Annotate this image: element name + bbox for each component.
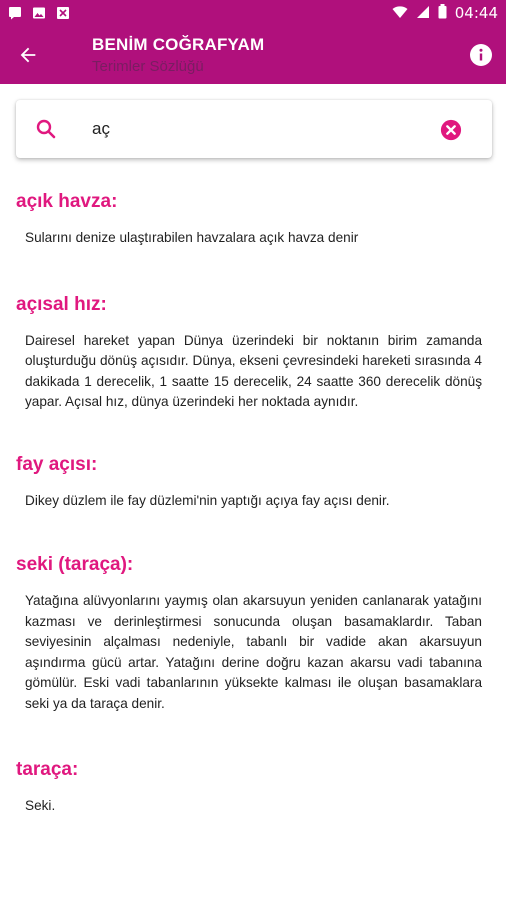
status-time: 04:44 [454, 4, 498, 22]
info-button[interactable] [468, 42, 494, 68]
notification-icons [8, 6, 70, 20]
app-bar [0, 26, 506, 84]
system-icons [392, 4, 498, 22]
entry-term: seki (taraça): [16, 554, 134, 575]
entry-definition: Dairesel hareket yapan Dünya üzerindeki bir noktanın birim zamanda oluşturduğu dönüş açısıdır. Dünya, ekseni çevresindeki hareketi sırasında 4 dakikada 1 derecelik, 1 saatte 15 derecelik, 24 saatte 360 derecelik dönüş yapar. Açısal hız, dünya üzerindeki her noktada aynıdır. [25, 332, 482, 409]
back-button[interactable] [14, 41, 42, 69]
entry-definition: Sularını denize ulaştırabilen havzalara açık havza denir [25, 230, 359, 245]
entry-definition: Seki. [25, 798, 56, 813]
battery-icon [438, 4, 447, 22]
entry-definition: Yatağına alüvyonlarını yaymış olan akarsuyun yeniden canlanarak yatağını kazması ve derinleştirmesi sonucunda oluşan basamaklardır. Taban seviyesinin alçalması nedeniyle, tabanlı bir vadide akan akarsuyun aşındırma gücü artar. Yatağını derine doğru kazan akarsu vadi tabanına gömülür. Eski vadi tabanlarının yüksekte kalması ile oluşan basamaklara seki ya da taraça denir. [25, 593, 482, 711]
entry-definition: Dikey düzlem ile fay düzlemi'nin yaptığı açıya fay açısı denir. [25, 492, 390, 508]
wifi-icon [392, 5, 408, 22]
entry-term: açık havza: [16, 191, 118, 212]
info-icon [469, 43, 493, 67]
entry-term: açısal hız: [16, 293, 107, 315]
list-item[interactable] [0, 291, 506, 413]
back-arrow-icon [17, 44, 39, 66]
search-card [16, 100, 492, 158]
list-item[interactable] [0, 451, 506, 512]
image-icon [32, 6, 46, 20]
status-bar [0, 0, 506, 26]
entry-term: fay açısı: [16, 453, 98, 475]
list-item[interactable] [0, 188, 506, 249]
results-list [0, 188, 506, 817]
signal-icon [416, 5, 430, 22]
message-icon [8, 6, 22, 20]
search-input[interactable] [92, 114, 422, 144]
flipboard-icon [56, 6, 70, 20]
list-item[interactable] [0, 756, 506, 817]
search-icon[interactable] [34, 117, 58, 141]
list-item[interactable] [0, 551, 506, 714]
entry-term: taraça: [16, 759, 79, 780]
app-title: BENİM COĞRAFYAM [92, 35, 265, 54]
clear-icon[interactable] [440, 119, 462, 141]
app-subtitle: Terimler Sözlüğü [92, 58, 204, 75]
